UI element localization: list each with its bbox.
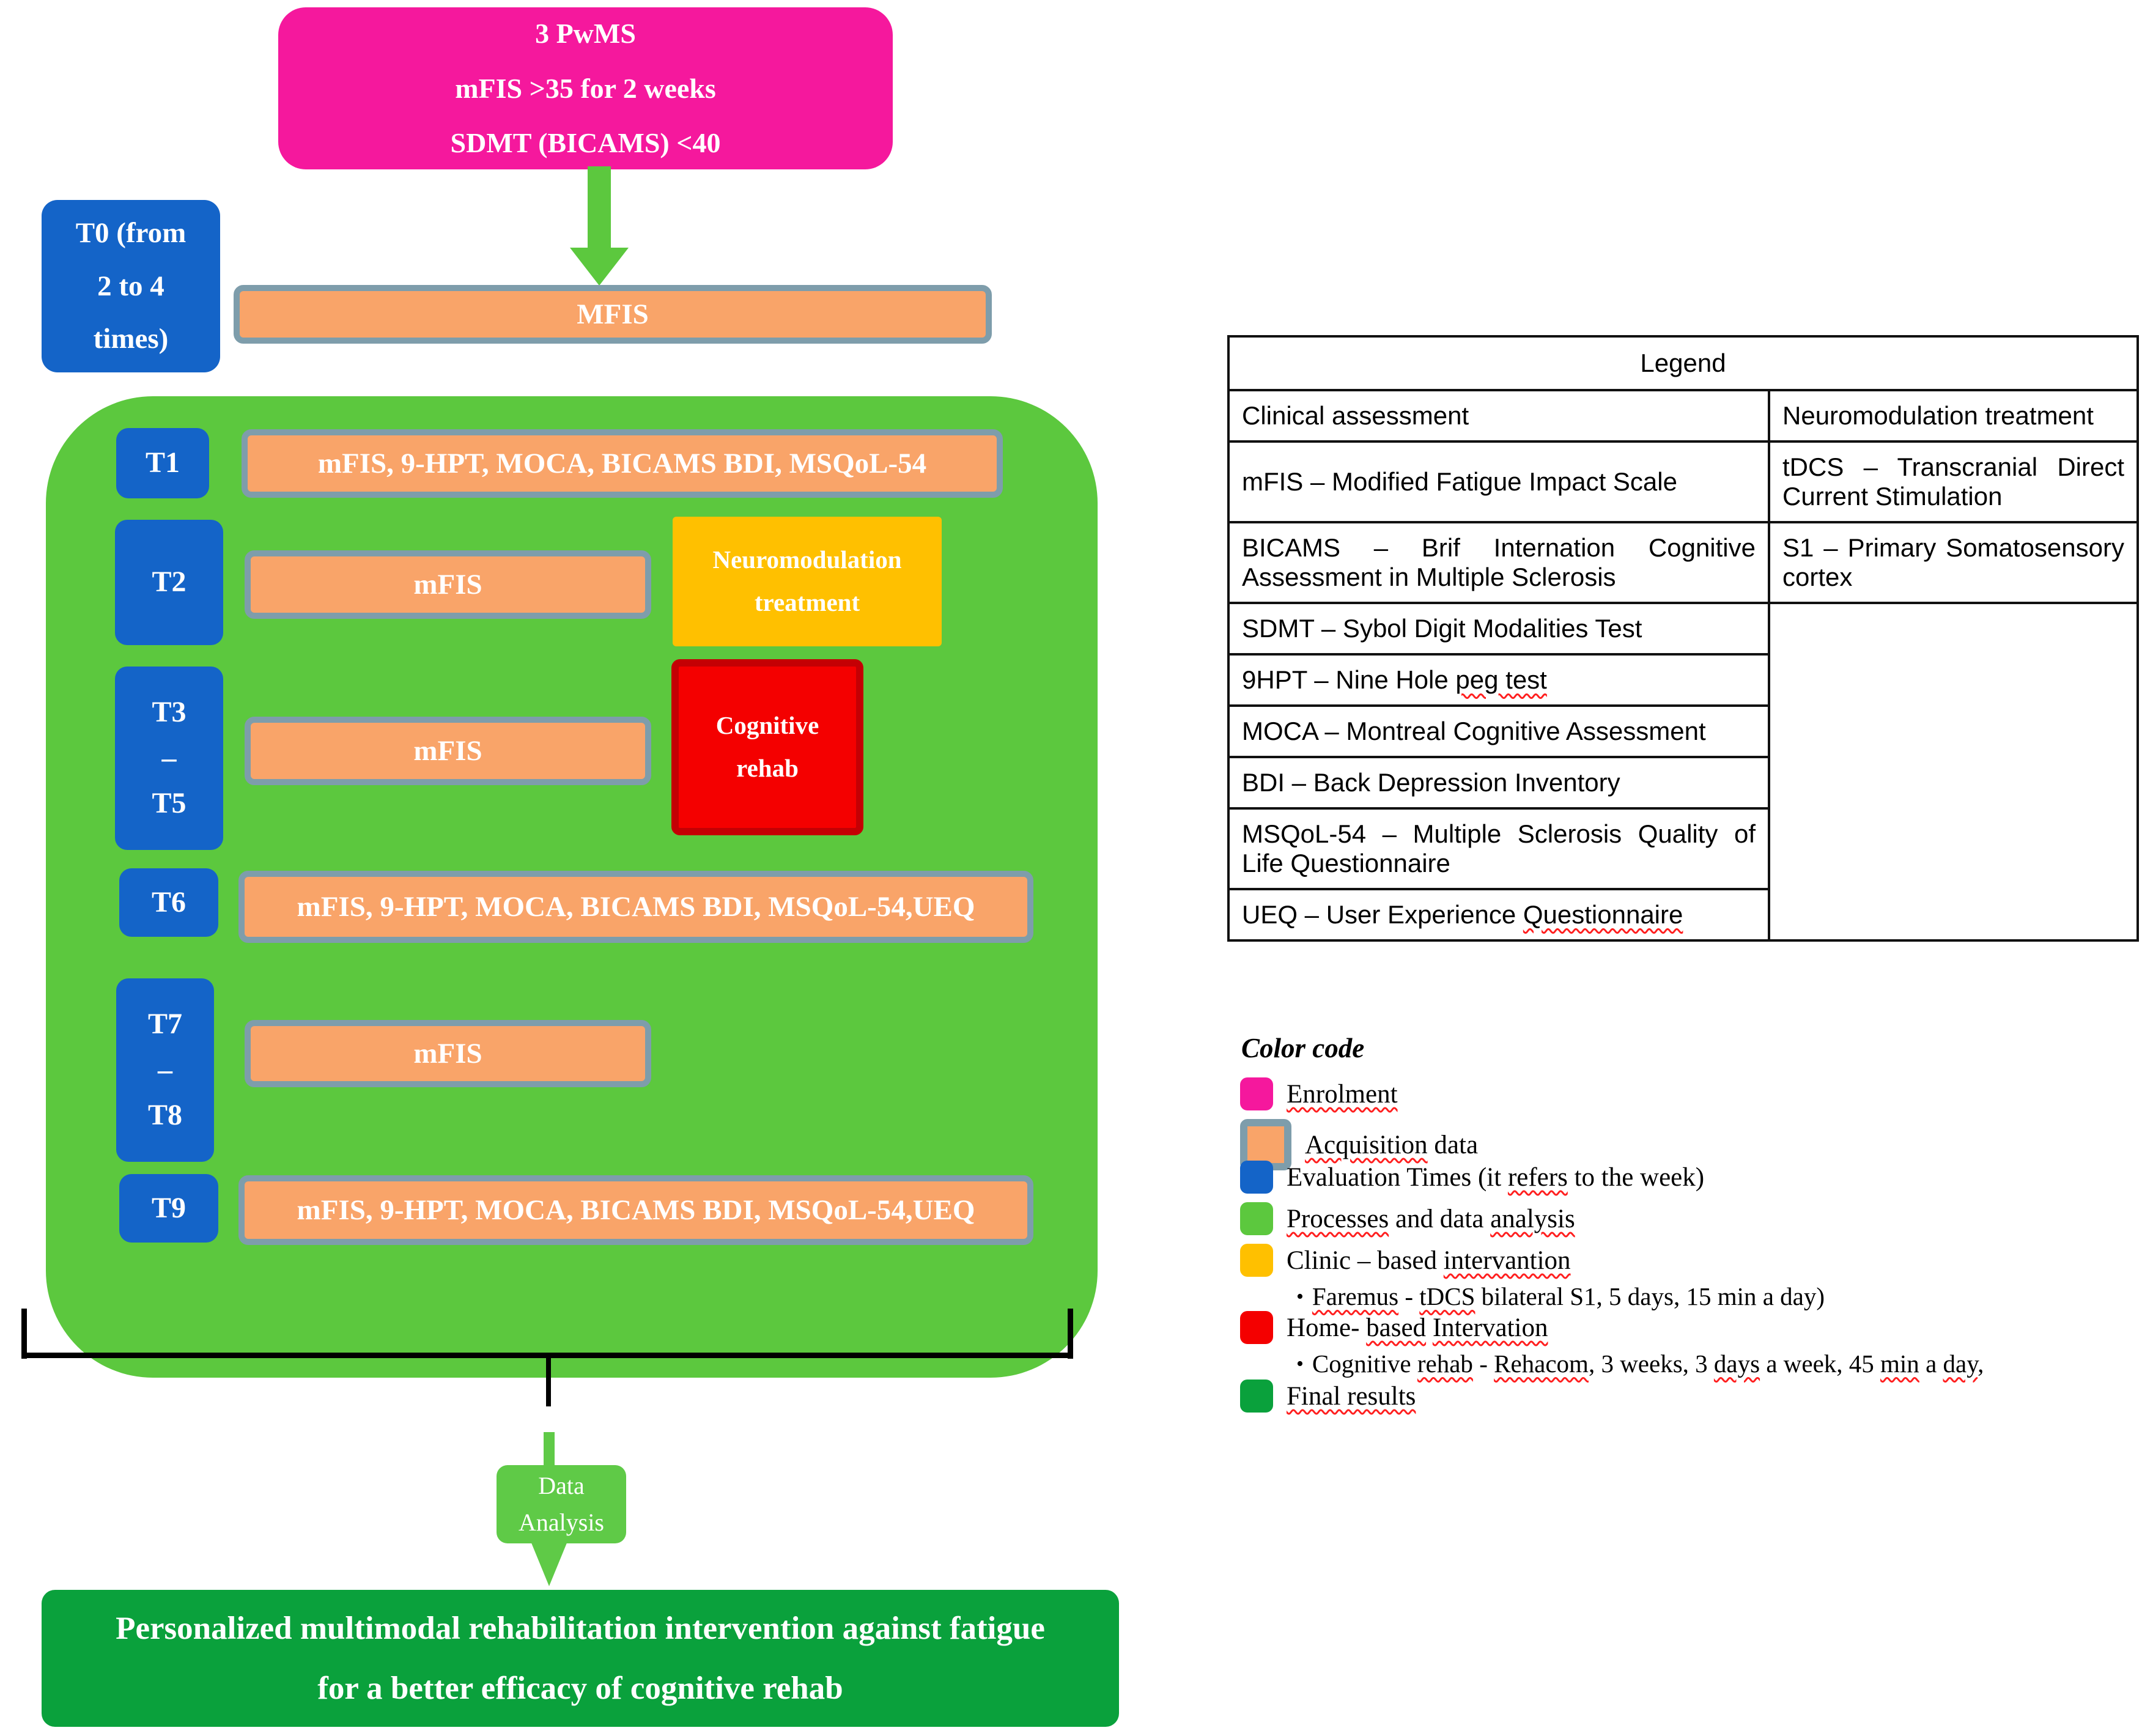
color-swatch-icon — [1240, 1202, 1273, 1235]
legend-cell-right: tDCS – Transcranial Direct Current Stimulation — [1769, 441, 2138, 522]
legend-cell-left: 9HPT – Nine Hole peg test — [1228, 654, 1769, 706]
color-code-label: Processes and data analysis — [1287, 1204, 1575, 1233]
arrow-down-icon — [588, 166, 611, 252]
legend-table-body — [1228, 336, 2138, 940]
color-code-label: Evaluation Times (it refers to the week) — [1287, 1162, 1705, 1192]
arrow-down-head-icon — [570, 248, 629, 286]
assessment-bar-t2: mFIS — [245, 550, 651, 619]
color-code-label: Clinic – based intervantion — [1287, 1246, 1571, 1275]
legend-cell-left: mFIS – Modified Fatigue Impact Scale — [1228, 441, 1769, 522]
legend-table — [1227, 335, 2139, 942]
timepoint-label-t1: T1 — [116, 428, 209, 498]
table-row — [1228, 522, 2138, 603]
timepoint-label-t2: T2 — [115, 520, 223, 645]
legend-cell-left: BICAMS – Brif Internation Cognitive Assessment in Multiple Sclerosis — [1228, 522, 1769, 603]
assessment-bar-t9: mFIS, 9-HPT, MOCA, BICAMS BDI, MSQoL-54,UEQ — [238, 1175, 1033, 1245]
color-code-label: Enrolment — [1287, 1079, 1398, 1109]
legend-cell-right: S1 – Primary Somatosensory cortex — [1769, 522, 2138, 603]
color-code-label: Final results — [1287, 1381, 1416, 1411]
color-swatch-icon — [1240, 1161, 1273, 1194]
bracket-right-tick — [1068, 1309, 1073, 1359]
timepoint-label-t3-t5: T3 – T5 — [115, 667, 223, 850]
color-code-bullet-text: Faremus - tDCS bilateral S1, 5 days, 15 min a day) — [1312, 1282, 1825, 1310]
color-code-item — [1240, 1380, 1416, 1413]
legend-cell-left: MSQoL-54 – Multiple Sclerosis Quality of Life Questionnaire — [1228, 808, 1769, 889]
legend-cell-left: UEQ – User Experience Questionnaire — [1228, 889, 1769, 940]
table-row — [1228, 441, 2138, 522]
final-results-box: Personalized multimodal rehabilitation intervention against fatigue for a better efficacy of cognitive rehab — [42, 1590, 1119, 1727]
legend-cell-right — [1769, 603, 2138, 940]
color-swatch-icon — [1240, 1244, 1273, 1277]
legend-cell-left: MOCA – Montreal Cognitive Assessment — [1228, 706, 1769, 757]
color-code-bullet — [1296, 1282, 1825, 1311]
timepoint-label-t6: T6 — [119, 868, 218, 937]
table-row — [1228, 336, 2138, 390]
legend-cell-left: SDMT – Sybol Digit Modalities Test — [1228, 603, 1769, 654]
cognitive-rehab-box: Cognitive rehab — [671, 659, 863, 835]
timepoint-label-t9: T9 — [119, 1174, 218, 1243]
bullet-icon: • — [1296, 1353, 1304, 1375]
bracket-left-tick — [21, 1309, 27, 1359]
color-code-item — [1240, 1202, 1575, 1235]
legend-column-header-neuromodulation: Neuromodulation treatment — [1769, 390, 2138, 441]
neuromodulation-treatment-box: Neuromodulation treatment — [673, 517, 942, 646]
color-code-title: Color code — [1241, 1033, 1365, 1063]
color-code-item — [1240, 1077, 1398, 1110]
legend-column-header-clinical: Clinical assessment — [1228, 390, 1769, 441]
assessment-bar-t6: mFIS, 9-HPT, MOCA, BICAMS BDI, MSQoL-54,UEQ — [238, 871, 1033, 943]
bullet-icon: • — [1296, 1285, 1304, 1308]
color-swatch-icon — [1240, 1077, 1273, 1110]
color-swatch-icon — [1240, 1380, 1273, 1413]
color-code-item — [1240, 1311, 1548, 1344]
data-analysis-box: Data Analysis — [497, 1465, 626, 1543]
table-row — [1228, 603, 2138, 654]
color-swatch-icon — [1240, 1311, 1273, 1344]
assessment-bar-t3-t5: mFIS — [245, 717, 651, 785]
color-code-item — [1240, 1161, 1704, 1194]
bracket-center-stem — [546, 1353, 551, 1406]
assessment-bar-t7-t8: mFIS — [245, 1020, 651, 1087]
timepoint-label-t7-t8: T7 – T8 — [116, 978, 214, 1162]
analysis-arrow-head-icon — [530, 1538, 569, 1586]
enrolment-box: 3 PwMS mFIS >35 for 2 weeks SDMT (BICAMS) <40 — [278, 7, 893, 169]
color-code-bullet-text: Cognitive rehab - Rehacom, 3 weeks, 3 days a week, 45 min a day, — [1312, 1350, 1984, 1378]
acquisition-bar-t0: MFIS — [234, 285, 992, 344]
assessment-bar-t1: mFIS, 9-HPT, MOCA, BICAMS BDI, MSQoL-54 — [242, 429, 1003, 498]
legend-table-title: Legend — [1228, 336, 2138, 390]
color-code-item — [1240, 1244, 1571, 1277]
color-code-bullet — [1296, 1349, 1984, 1378]
color-code-label: Home- based Intervation — [1287, 1313, 1548, 1342]
legend-cell-left: BDI – Back Depression Inventory — [1228, 757, 1769, 808]
timepoint-t0-box: T0 (from 2 to 4 times) — [42, 200, 220, 372]
table-row — [1228, 390, 2138, 441]
color-code-label: Acquisition data — [1305, 1130, 1479, 1159]
